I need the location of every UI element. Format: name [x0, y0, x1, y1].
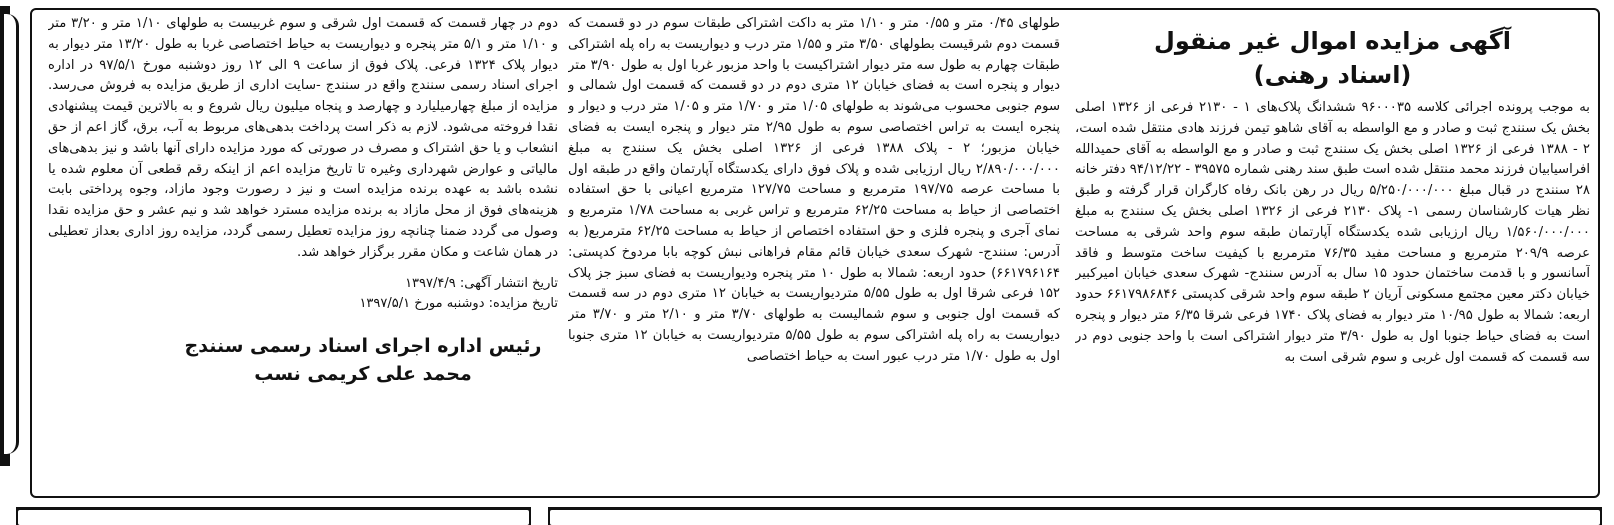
- signature-block: [48, 332, 558, 388]
- body-paragraph-right: به موجب پرونده اجرائی کلاسه ۹۶۰۰۰۳۵ ششدانگ پلاک‌های ۱ - ۲۱۳۰ فرعی از ۱۳۲۶ اصلی بخش یک سنندج ثبت و صادر و مع الواسطه به آقای شاهو تیمن فرزند هادی منتقل شده است، ۲ - ۱۳۸۸ فرعی از ۱۳۲۶ اصلی بخش یک سنندج ثبت و صادر و مع الواسطه به آقای حمیدالله افراسیابیان فرزند محمد منتقل شده است طبق سند رهنی شماره ۳۹۵۷۵ - ۹۴/۱۲/۲۲ دفتر خانه ۲۸ سنندج در قبال مبلغ ۵/۲۵۰/۰۰۰/۰۰۰ ریال در رهن بانک رفاه کارگران قرار گرفته و طبق نظر هیات کارشناسان رسمی ۱- پلاک ۲۱۳۰ فرعی از ۱۳۲۶ اصلی بخش یک سنندج به مبلغ ۱/۵۶۰/۰۰۰/۰۰۰ ریال ارزیابی شده یکدستگاه آپارتمان طبقه سوم واحد شرقی به مساحت عرصه ۲۰۹/۹ مترمربع و مساحت مفید ۷۶/۳۵ مترمربع با کیفیت ساخت متوسط و فاقد آسانسور و با قدمت ساختمان حدود ۱۵ سال به آدرس سنندج- شهرک سعدی خیابان امیرکبیر خیابان دکتر معین مجتمع مسکونی آریان ۲ طبقه سوم واحد شرقی کدپستی ۶۶۱۷۹۸۶۸۴۶ حدود اربعه: شمالا به طول ۱۰/۹۵ متر دیوار به فضای پلاک ۱۷۴۰ فرعی شرقا ۶/۳۵ متر دیوار و پنجره است به فضای حیاط جنوبا اول به طول ۳/۹۰ متر دیوار اشتراکی است با واحد جنوبی دوم در سه قسمت که قسمت اول غربی و سوم شرقی است به: [1075, 100, 1590, 365]
- column-left: [48, 14, 558, 484]
- signature-name: محمد علی کریمی نسب: [254, 362, 472, 385]
- column-right: [1075, 14, 1590, 484]
- signature-title: رئیس اداره اجرای اسناد رسمی سنندج: [184, 334, 542, 357]
- dates-block: [48, 274, 558, 314]
- body-paragraph-left: دوم در چهار قسمت که قسمت اول شرقی و سوم غربیست به طولهای ۱/۱۰ متر و ۳/۲۰ متر و ۱/۱۰ متر و ۵/۱ متر پنجره و دیواریست به حیاط اختصاصی غربا به طول ۱۳/۲۰ متر دیوار به دیوار پلاک ۱۳۲۴ فرعی. پلاک فوق از ساعت ۹ الی ۱۲ روز دوشنبه مورخ ۹۷/۵/۱ در اداره اجرای اسناد رسمی سنندج واقع در سنندج -سایت اداری از طریق مزایده به فروش می‌رسد. مزایده از مبلغ چهارمیلیارد و چهارصد و پنجاه میلیون ریال شروع و به بالاترین قیمت پیشنهادی نقدا فروخته می‌شود. لازم به ذکر است پرداخت بدهی‌های مربوط به آب، برق، گاز اعم از حق انشعاب و یا حق اشتراک و مصرف در صورتی که مورد مزایده دارای آنها باشد و نیز بدهی‌های مالیاتی و عوارض شهرداری وغیره تا تاریخ مزایده اعم از اینکه رقم قطعی آن معلوم شده یا نشده باشد به عهده برنده مزایده است و نیز د رصورت وجود مازاد، وجوه پرداختی بابت هزینه‌های فوق از محل مازاد به برنده مزایده مسترد خواهد شد و نیم عشر و حق مزایده نقدا وصول می گردد ضمنا چنانچه روز مزایده تعطیل رسمی گردد، مزایده روز اداری بعداز تعطیلی در همان شاعت و مکان مقرر برگزار خواهد شد.: [48, 16, 558, 260]
- bottom-border-right: [548, 507, 1602, 525]
- notice-title-line2: (اسناد رهنی): [1253, 61, 1412, 89]
- body-paragraph-middle: طولهای ۰/۴۵ متر و ۰/۵۵ متر و ۱/۱۰ متر به داکت اشتراکی طبقات سوم در دو قسمت که قسمت دوم شرقیست بطولهای ۳/۵۰ متر و ۱/۵۵ متر درب و دیواریست به راه پله اشتراکی طبقات چهارم به طول سه متر دیوار اشتراکیست با واحد مزبور غربا اول به طول ۳/۹۰ متر دیوار و پنجره است به فضای خیابان ۱۲ متری دوم در دو قسمت که قسمت اول شمالی و سوم جنوبی محسوب می‌شوند به طولهای ۱/۰۵ متر و ۱/۷۰ متر و ۱/۰۵ متر درب و دیوار و پنجره ایست به تراس اختصاصی سوم به طول ۲/۹۵ متر دیوار و پنجره ایست به فضای خیابان مزبور؛ ۲ - پلاک ۱۳۸۸ فرعی از ۱۳۲۶ اصلی بخش یک سنندج به مبلغ ۲/۸۹۰/۰۰۰/۰۰۰ ریال ارزیابی شده و پلاک فوق دارای یکدستگاه آپارتمان واقع در طبقه اول با مساحت عرصه ۱۹۷/۷۵ مترمربع و مساحت ۱۲۷/۷۵ مترمربع اعیانی با حق استفاده اختصاصی از حیاط به مساحت ۶۲/۲۵ مترمربع و تراس غربی به مساحت ۱/۷۸ مترمربع و نمای آجری و پنجره فلزی و حق استفاده اختصاص از حیاط به مساحت ۶۲/۲۵ مترمربع( به آدرس: سنندج- شهرک سعدی خیابان قائم مقام فراهانی نبش کوچه بابا مردوخ کدپستی: ۶۶۱۷۹۶۱۶۴) حدود اربعه: شمالا به طول ۱۰ متر پنجره ودیواریست به فضای سبز جز پلاک ۱۵۲ فرعی شرقا اول به طول ۵/۵۵ متردیواریست به خیابان ۱۲ متری دوم در سه قسمت که قسمت اول جنوبی و سوم شمالیست به طولهای ۳/۷۰ متر و ۲/۱۰ متر و ۳/۷۰ متر دیواریست به راه پله اشتراکی سوم به طول ۵/۵۵ متردیواریست به خیابان ۱۲ متری جنوبا اول به طول ۱/۷۰ متر درب عبور است به حیاط اختصاصی: [568, 16, 1060, 364]
- left-edge-curve: [4, 14, 19, 454]
- bottom-border-left: [16, 507, 531, 525]
- notice-title-line1: آگهی مزایده اموال غیر منقول: [1154, 27, 1511, 55]
- publish-date: تاریخ انتشار آگهی: ۱۳۹۷/۴/۹: [405, 275, 558, 291]
- column-middle: [568, 14, 1060, 484]
- notice-title: [1075, 24, 1590, 92]
- auction-date: تاریخ مزایده: دوشنبه مورخ ۱۳۹۷/۵/۱: [359, 295, 558, 311]
